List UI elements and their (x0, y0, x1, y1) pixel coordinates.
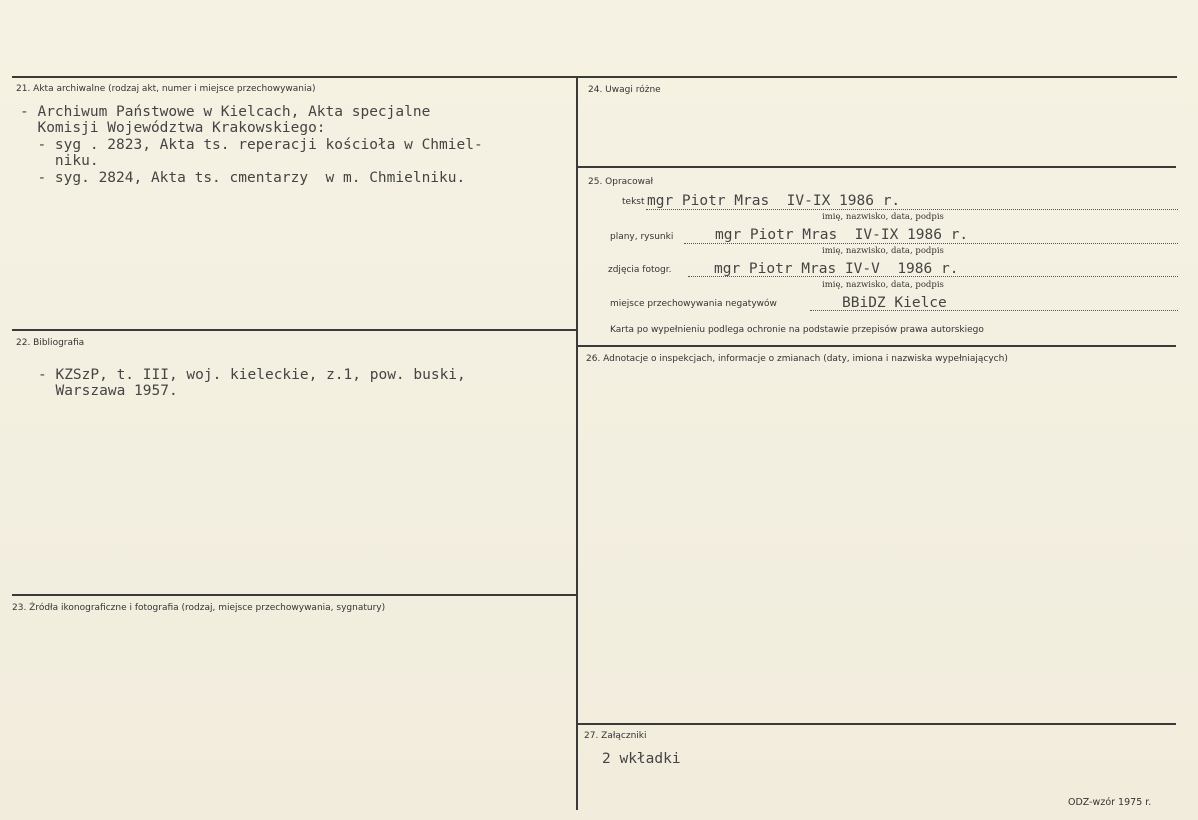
negatives-label: miejsce przechowywania negatywów (610, 299, 777, 309)
field-zdjecia-value: mgr Piotr Mras IV-V 1986 r. (714, 261, 959, 277)
rule-25-26 (578, 345, 1176, 347)
section-22-line-2: Warszawa 1957. (38, 383, 178, 399)
section-27-label: 27. Załączniki (584, 731, 647, 741)
copyright-note: Karta po wypełnieniu podlega ochronie na podstawie przepisów prawa autorskiego (610, 325, 984, 335)
field-plany-caption: imię, nazwisko, data, podpis (822, 246, 944, 256)
field-plany-label: plany, rysunki (610, 232, 674, 242)
form-footer: ODZ-wzór 1975 r. (1068, 797, 1152, 808)
section-21-line-2: Komisji Województwa Krakowskiego: (20, 120, 326, 136)
field-zdjecia-caption: imię, nazwisko, data, podpis (822, 280, 944, 290)
section-21-line-3: - syg . 2823, Akta ts. reperacji kościoła w Chmiel- (20, 137, 483, 153)
section-21-line-1: - Archiwum Państwowe w Kielcach, Akta specjalne (20, 104, 431, 120)
field-tekst-value: mgr Piotr Mras IV-IX 1986 r. (647, 193, 901, 209)
section-26-label: 26. Adnotacje o inspekcjach, informacje o zmianach (daty, imiona i nazwiska wypełniających) (586, 354, 1008, 364)
field-zdjecia-label: zdjęcia fotogr. (608, 265, 672, 275)
field-tekst-caption: imię, nazwisko, data, podpis (822, 212, 944, 222)
section-21-label: 21. Akta archiwalne (rodzaj akt, numer i miejsce przechowywania) (16, 84, 316, 94)
rule-21-22 (12, 329, 576, 331)
negatives-value: BBiDZ Kielce (842, 295, 947, 311)
section-23-label: 23. Źródła ikonograficzne i fotografia (rodzaj, miejsce przechowywania, sygnatury) (12, 603, 386, 613)
section-22-line-1: - KZSzP, t. III, woj. kieleckie, z.1, pow. buski, (38, 367, 466, 383)
section-27-value: 2 wkładki (602, 751, 681, 767)
rule-22-23 (12, 594, 576, 596)
section-22-label: 22. Bibliografia (16, 338, 85, 348)
section-24-label: 24. Uwagi różne (588, 85, 661, 95)
section-21-line-4: niku. (20, 153, 99, 169)
rule-24-25 (578, 166, 1176, 168)
vertical-divider (576, 78, 578, 810)
field-tekst-label: tekst (622, 197, 645, 207)
top-rule (12, 76, 1177, 78)
field-plany-value: mgr Piotr Mras IV-IX 1986 r. (715, 227, 969, 243)
section-21-line-5: - syg. 2824, Akta ts. cmentarzy w m. Chmielniku. (20, 170, 466, 186)
rule-26-27 (578, 723, 1176, 725)
section-25-label: 25. Opracował (588, 177, 654, 187)
